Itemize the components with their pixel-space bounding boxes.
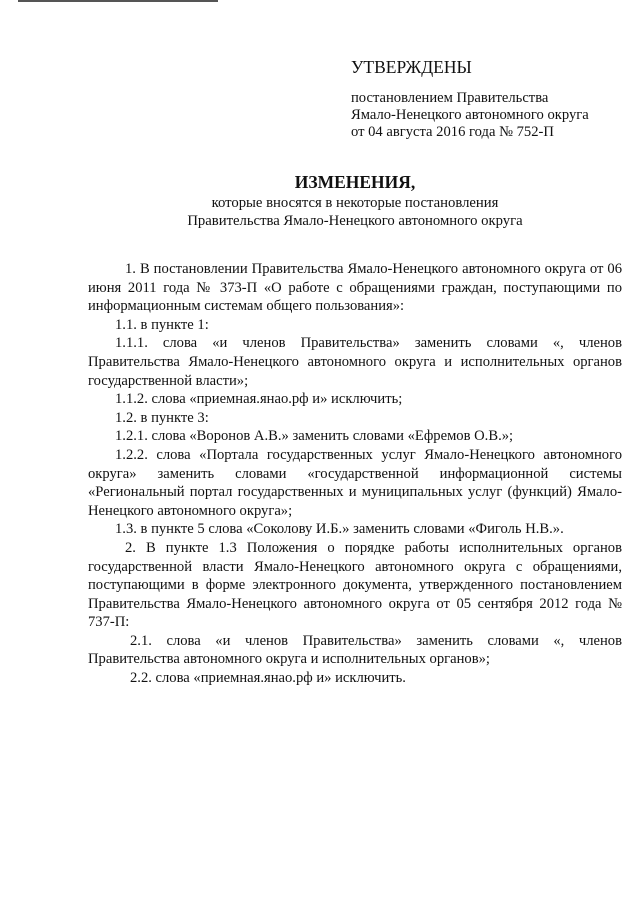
approval-line-3: от 04 августа 2016 года № 752-П (351, 124, 554, 140)
paragraph: 1.2.1. слова «Воронов А.В.» заменить словами «Ефремов О.В.»; (115, 428, 514, 445)
document-body (88, 260, 622, 688)
document-subtitle-line-2: Правительства Ямало-Ненецкого автономного округа (187, 213, 523, 229)
paragraph: 1.2.2. слова «Портала государственных услуг Ямало-Ненецкого автономного округа» заменить словами «государственной информационной системы «Региональный портал государственных и муниципальных услуг (функций) Ямало-Ненецкого автономного округа»; (88, 446, 622, 519)
paragraph: 2.2. слова «приемная.янао.рф и» исключить. (130, 670, 406, 687)
approval-title: УТВЕРЖДЕНЫ (351, 57, 472, 77)
paragraph: 1.1. в пункте 1: (115, 316, 209, 333)
document-heading (100, 170, 610, 230)
approval-line-1: постановлением Правительства (351, 90, 549, 106)
approval-line-2: Ямало-Ненецкого автономного округа (351, 107, 589, 123)
paragraph: 2. В пункте 1.3 Положения о порядке работы исполнительных органов государственной власти Ямало-Ненецкого автономного округа с обращениями, поступающими в форме электронного документа, утвержденного постановлением Правительства Ямало-Ненецкого автономного округа от 05 сентября 2012 года № 737-П: (88, 539, 622, 631)
scan-edge-mark (18, 0, 218, 2)
paragraph: 1.1.1. слова «и членов Правительства» заменить словами «, членов Правительства Ямало-Ненецкого автономного округа и исполнительных органов государственной власти»; (88, 335, 622, 389)
paragraph: 1. В постановлении Правительства Ямало-Ненецкого автономного округа от 06 июня 2011 года № 373-П «О работе с обращениями граждан, поступающими по информационным системам общего пользования»: (88, 261, 622, 315)
paragraph: 1.3. в пункте 5 слова «Соколову И.Б.» заменить словами «Фиголь Н.В.». (115, 521, 564, 538)
paragraph: 2.1. слова «и членов Правительства» заменить словами «, членов Правительства автономного округа и исполнительных органов»; (88, 632, 622, 668)
approval-block (351, 56, 621, 141)
paragraph: 1.2. в пункте 3: (115, 409, 209, 426)
document-subtitle-line-1: которые вносятся в некоторые постановления (211, 195, 499, 211)
paragraph: 1.1.2. слова «приемная.янао.рф и» исключить; (115, 391, 403, 408)
document-title: ИЗМЕНЕНИЯ, (294, 172, 416, 192)
